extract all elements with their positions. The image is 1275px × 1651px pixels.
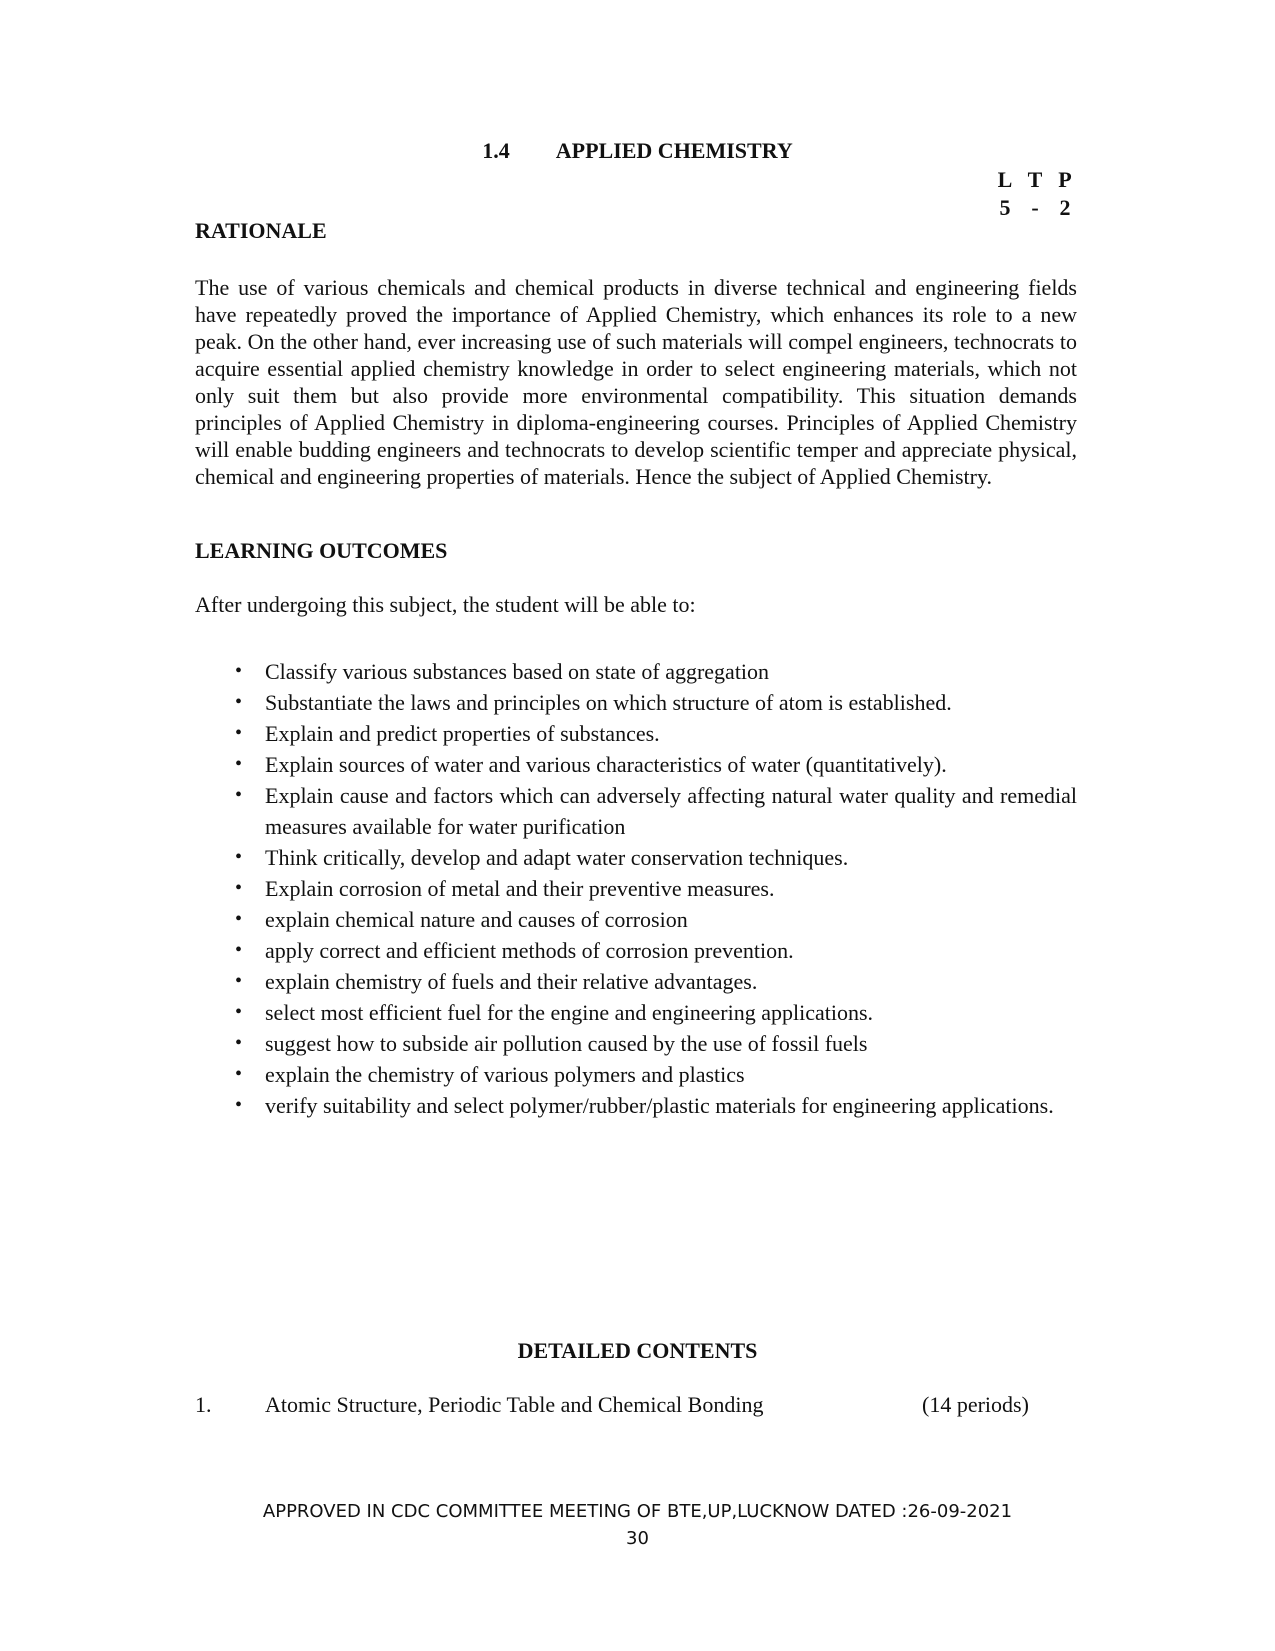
list-item [195,1059,1077,1090]
detailed-contents-heading: DETAILED CONTENTS [517,1338,758,1363]
unit-title: Atomic Structure, Periodic Table and Chemical Bonding [265,1392,764,1417]
bullet-icon: • [235,877,243,899]
bullet-icon: • [235,970,243,992]
page-number: 30 [626,1528,649,1549]
list-item-text: Explain sources of water and various characteristics of water (quantitatively). [265,752,947,777]
page-title [0,138,1275,164]
list-item [195,966,1077,997]
approval-note: APPROVED IN CDC COMMITTEE MEETING OF BTE,UP,LUCKNOW DATED :26-09-2021 [262,1501,1013,1522]
list-item-text: select most efficient fuel for the engine and engineering applications. [265,1000,874,1025]
ltp-value-l: 5 [999,195,1011,220]
list-item [195,780,1077,842]
bullet-icon: • [235,753,243,775]
list-item [195,842,1077,873]
unit-periods: (14 periods) [922,1392,1029,1417]
list-item-text: verify suitability and select polymer/rubber/plastic materials for engineering applications. [265,1093,1054,1118]
bullet-icon: • [235,908,243,930]
bullet-icon: • [235,1001,243,1023]
list-item [195,873,1077,904]
list-item [195,904,1077,935]
ltp-value-p: 2 [1059,195,1071,220]
list-item [195,749,1077,780]
ltp-label-l: L [997,167,1013,192]
subject-title: APPLIED CHEMISTRY [555,138,793,163]
ltp-labels [990,166,1080,194]
ltp-values [990,194,1080,222]
list-item-text: explain chemistry of fuels and their relative advantages. [265,969,758,994]
list-item [195,1090,1077,1121]
list-item-text: Explain cause and factors which can adversely affecting natural water quality and remedial measures available for water purification [265,783,1077,839]
list-item-text: Explain corrosion of metal and their preventive measures. [265,876,775,901]
bullet-icon: • [235,691,243,713]
bullet-icon: • [235,722,243,744]
list-item [195,718,1077,749]
bullet-icon: • [235,660,243,682]
bullet-icon: • [235,939,243,961]
list-item-text: explain chemical nature and causes of corrosion [265,907,688,932]
list-item-text: Substantiate the laws and principles on which structure of atom is established. [265,690,952,715]
list-item [195,1028,1077,1059]
list-item-text: Think critically, develop and adapt water conservation techniques. [265,845,849,870]
ltp-label-t: T [1027,167,1043,192]
ltp-table [990,166,1080,222]
bullet-icon: • [235,846,243,868]
list-item-text: explain the chemistry of various polymers and plastics [265,1062,745,1087]
list-item [195,997,1077,1028]
page-footer [0,1498,1275,1552]
bullet-icon: • [235,784,243,806]
ltp-value-t: - [1031,195,1039,220]
rationale-text: The use of various chemicals and chemical products in diverse technical and engineering fields have repeatedly proved the importance of Applied Chemistry, which enhances its role to a new peak. On the other hand, ever increasing use of such materials will compel engineers, technocrats to acquire essential applied chemistry knowledge in order to select engineering materials, which not only suit them but also provide more environmental compatibility. This situation demands principles of Applied Chemistry in diploma-engineering courses. Principles of Applied Chemistry will enable budding engineers and technocrats to develop scientific temper and appreciate physical, chemical and engineering properties of materials. Hence the subject of Applied Chemistry. [195,275,1077,489]
unit-number: 1. [195,1392,212,1417]
list-item [195,687,1077,718]
learning-outcomes-intro: After undergoing this subject, the student will be able to: [195,592,696,617]
list-item [195,656,1077,687]
list-item-text: apply correct and efficient methods of corrosion prevention. [265,938,794,963]
rationale-heading: RATIONALE [195,218,327,243]
ltp-label-p: P [1058,167,1072,192]
section-number: 1.4 [482,138,510,163]
learning-outcomes-list [195,656,1077,1121]
bullet-icon: • [235,1094,243,1116]
bullet-icon: • [235,1063,243,1085]
list-item-text: Classify various substances based on state of aggregation [265,659,770,684]
list-item [195,935,1077,966]
list-item-text: Explain and predict properties of substances. [265,721,660,746]
bullet-icon: • [235,1032,243,1054]
list-item-text: suggest how to subside air pollution caused by the use of fossil fuels [265,1031,868,1056]
learning-outcomes-heading: LEARNING OUTCOMES [195,538,448,563]
